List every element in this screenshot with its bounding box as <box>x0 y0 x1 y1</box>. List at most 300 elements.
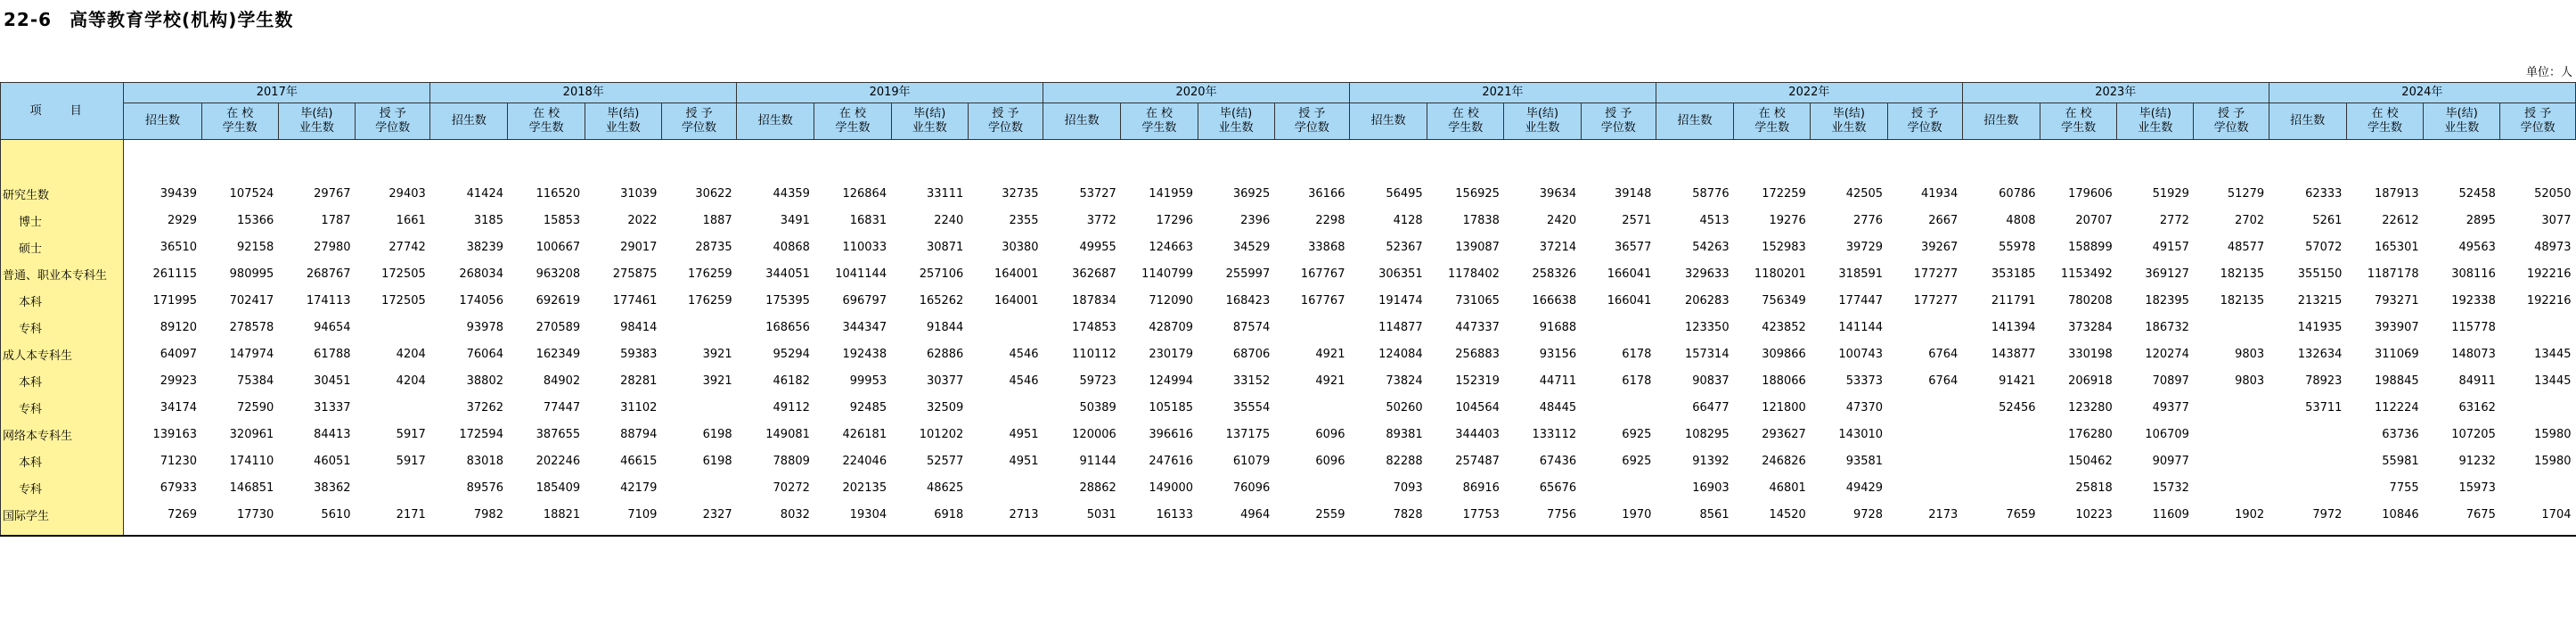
data-cell: 1140799 <box>1141 267 1194 281</box>
data-cell: 15853 <box>543 213 581 227</box>
data-cell: 106709 <box>2145 427 2189 441</box>
data-cell: 5917 <box>396 427 426 441</box>
data-cell: 33868 <box>1308 240 1345 254</box>
graduates-header: 毕(结) 业生数 <box>2117 103 2194 140</box>
data-cell: 165301 <box>2375 240 2419 254</box>
data-cell: 4921 <box>1315 347 1345 361</box>
data-cell: 29017 <box>620 240 658 254</box>
data-cell: 6764 <box>1928 347 1959 361</box>
data-cell: 91421 <box>1999 374 2036 388</box>
data-cell: 68706 <box>1232 347 1271 361</box>
data-cell <box>2269 421 2346 447</box>
data-cell: 61079 <box>1232 454 1271 468</box>
data-cell: 156925 <box>1455 186 1500 201</box>
data-cell: 49955 <box>1079 240 1116 254</box>
data-cell: 141394 <box>1991 320 2036 334</box>
data-cell: 44359 <box>773 186 810 201</box>
data-cell: 4808 <box>2006 213 2036 227</box>
degrees-awarded-header: 授 予 学位数 <box>2500 103 2576 140</box>
data-cell: 2327 <box>702 507 732 521</box>
data-cell: 55978 <box>1999 240 2036 254</box>
enrollment-header: 招生数 <box>2269 103 2346 140</box>
data-cell: 121800 <box>1762 400 1806 415</box>
data-cell: 2355 <box>1009 213 1039 227</box>
data-cell: 54263 <box>1692 240 1730 254</box>
data-cell: 52367 <box>1386 240 1423 254</box>
data-cell: 246826 <box>1762 454 1806 468</box>
table-row <box>1 421 2576 447</box>
data-cell <box>661 474 736 501</box>
table-row <box>1 474 2576 501</box>
data-cell: 2667 <box>1928 213 1959 227</box>
row-label: 国际学生 <box>1 501 124 528</box>
data-cell: 756349 <box>1762 293 1806 308</box>
data-cell: 9728 <box>1852 507 1884 521</box>
data-cell: 36166 <box>1308 186 1345 201</box>
data-cell: 202246 <box>536 454 581 468</box>
data-cell: 66477 <box>1692 400 1730 415</box>
data-cell: 49377 <box>2152 400 2189 415</box>
data-cell: 369127 <box>2145 267 2189 281</box>
data-cell: 261115 <box>152 267 198 281</box>
data-cell: 4921 <box>1315 374 1345 388</box>
data-cell: 2559 <box>1315 507 1345 521</box>
enrollment-header: 招生数 <box>430 103 508 140</box>
data-cell: 34529 <box>1232 240 1271 254</box>
data-cell: 141935 <box>2297 320 2343 334</box>
data-cell: 59723 <box>1079 374 1116 388</box>
data-cell: 6178 <box>1622 347 1652 361</box>
data-cell <box>1581 474 1656 501</box>
data-cell: 3185 <box>473 213 503 227</box>
data-cell: 8561 <box>1699 507 1730 521</box>
data-cell: 423852 <box>1762 320 1806 334</box>
spacer-cell <box>124 528 2576 536</box>
data-cell: 67933 <box>159 480 198 495</box>
data-cell: 793271 <box>2375 293 2419 308</box>
graduates-header: 毕(结) 业生数 <box>891 103 968 140</box>
data-cell: 1178402 <box>1448 267 1500 281</box>
data-cell: 172505 <box>381 293 426 308</box>
label-spacer <box>1 528 124 536</box>
data-cell: 72590 <box>236 400 274 415</box>
data-cell: 7982 <box>473 507 503 521</box>
year-header: 2021年 <box>1349 83 1656 103</box>
data-cell: 15973 <box>2458 480 2496 495</box>
data-cell: 84902 <box>543 374 581 388</box>
data-cell: 293627 <box>1762 427 1806 441</box>
degrees-awarded-header: 授 予 学位数 <box>1274 103 1349 140</box>
data-cell: 139163 <box>152 427 198 441</box>
data-cell: 187913 <box>2375 186 2419 201</box>
data-cell: 100667 <box>536 240 581 254</box>
data-cell: 5917 <box>396 454 426 468</box>
enrollment-header: 招生数 <box>124 103 201 140</box>
data-cell: 88794 <box>620 427 658 441</box>
data-cell <box>2500 474 2576 501</box>
data-cell: 124663 <box>1149 240 1194 254</box>
data-cell <box>2194 474 2269 501</box>
data-cell: 48625 <box>926 480 964 495</box>
data-cell: 192338 <box>2451 293 2496 308</box>
data-cell: 77447 <box>543 400 581 415</box>
data-cell: 46801 <box>1769 480 1806 495</box>
data-cell: 50260 <box>1386 400 1423 415</box>
data-cell: 22612 <box>2382 213 2419 227</box>
label-spacer <box>1 140 124 181</box>
data-cell: 91144 <box>1079 454 1116 468</box>
data-cell <box>1274 314 1349 341</box>
data-cell: 2171 <box>396 507 426 521</box>
data-cell: 177277 <box>1913 267 1959 281</box>
data-cell: 146851 <box>229 480 274 495</box>
data-cell: 4964 <box>1240 507 1271 521</box>
data-cell: 1661 <box>396 213 426 227</box>
data-cell: 56495 <box>1386 186 1423 201</box>
data-cell: 162349 <box>536 347 581 361</box>
data-cell: 192216 <box>2526 267 2572 281</box>
data-cell: 318591 <box>1838 267 1884 281</box>
data-cell: 98414 <box>620 320 658 334</box>
data-cell: 257106 <box>919 267 964 281</box>
data-cell: 32509 <box>926 400 964 415</box>
data-cell: 1970 <box>1622 507 1652 521</box>
data-cell: 143877 <box>1991 347 2036 361</box>
data-cell: 6198 <box>702 454 732 468</box>
data-cell: 62333 <box>2305 186 2343 201</box>
data-cell: 36577 <box>1615 240 1652 254</box>
data-cell: 257487 <box>1455 454 1500 468</box>
data-cell: 247616 <box>1149 454 1194 468</box>
data-cell: 37262 <box>466 400 503 415</box>
data-cell: 31337 <box>314 400 351 415</box>
data-cell: 148073 <box>2451 347 2496 361</box>
data-cell: 3077 <box>2541 213 2572 227</box>
spacer-cell <box>124 140 2576 181</box>
data-cell: 17296 <box>1156 213 1194 227</box>
data-cell: 49429 <box>1845 480 1884 495</box>
data-cell: 309866 <box>1762 347 1806 361</box>
data-cell: 255997 <box>1225 267 1271 281</box>
degrees-awarded-header: 授 予 学位数 <box>356 103 430 140</box>
data-cell: 13445 <box>2534 374 2572 388</box>
data-cell: 387655 <box>536 427 581 441</box>
data-cell: 8032 <box>780 507 810 521</box>
data-cell: 344347 <box>842 320 887 334</box>
data-cell: 29403 <box>388 186 426 201</box>
data-cell: 65676 <box>1539 480 1577 495</box>
data-cell: 31102 <box>620 400 658 415</box>
data-cell: 202135 <box>842 480 887 495</box>
data-cell: 373284 <box>2068 320 2113 334</box>
data-cell <box>968 474 1043 501</box>
row-label: 研究生数 <box>1 180 124 207</box>
data-cell: 17730 <box>236 507 274 521</box>
data-cell: 4128 <box>1393 213 1423 227</box>
data-cell: 3491 <box>780 213 810 227</box>
data-cell: 696797 <box>842 293 887 308</box>
data-cell: 101202 <box>919 427 964 441</box>
data-cell: 38362 <box>314 480 351 495</box>
data-cell: 172505 <box>381 267 426 281</box>
data-cell: 36510 <box>159 240 198 254</box>
data-cell: 147974 <box>229 347 274 361</box>
data-cell: 60786 <box>1999 186 2036 201</box>
data-cell: 6925 <box>1622 427 1652 441</box>
data-cell: 9803 <box>2235 374 2265 388</box>
data-cell: 1180201 <box>1754 267 1806 281</box>
data-cell: 29923 <box>159 374 198 388</box>
data-cell: 15980 <box>2534 454 2572 468</box>
data-cell: 6925 <box>1622 454 1652 468</box>
data-cell: 89576 <box>466 480 503 495</box>
data-cell: 28862 <box>1079 480 1116 495</box>
data-cell: 172259 <box>1762 186 1806 201</box>
data-cell: 224046 <box>842 454 887 468</box>
data-cell: 17838 <box>1462 213 1500 227</box>
data-cell: 47370 <box>1845 400 1884 415</box>
data-cell: 177277 <box>1913 293 1959 308</box>
data-cell: 41934 <box>1920 186 1959 201</box>
data-cell <box>1274 474 1349 501</box>
table-number: 22-6 <box>4 9 53 30</box>
data-cell: 27742 <box>388 240 426 254</box>
data-cell: 30451 <box>314 374 351 388</box>
data-cell: 174113 <box>306 293 351 308</box>
data-cell: 39148 <box>1615 186 1652 201</box>
data-cell: 149081 <box>765 427 810 441</box>
data-cell: 110112 <box>1072 347 1116 361</box>
data-cell: 7109 <box>627 507 658 521</box>
data-cell: 362687 <box>1072 267 1116 281</box>
data-cell: 91844 <box>926 320 964 334</box>
table-row <box>1 394 2576 421</box>
data-cell <box>1581 394 1656 421</box>
data-cell <box>2194 394 2269 421</box>
data-cell: 213215 <box>2297 293 2343 308</box>
data-cell: 5031 <box>1086 507 1116 521</box>
data-cell: 105185 <box>1149 400 1194 415</box>
data-cell <box>2269 447 2346 474</box>
data-cell: 6178 <box>1622 374 1652 388</box>
data-cell: 120274 <box>2145 347 2189 361</box>
data-cell: 123350 <box>1684 320 1730 334</box>
table-row <box>1 314 2576 341</box>
data-cell: 187834 <box>1072 293 1116 308</box>
data-cell: 52456 <box>1999 400 2036 415</box>
data-cell <box>1274 394 1349 421</box>
data-cell <box>1962 447 2040 474</box>
data-cell: 158899 <box>2068 240 2113 254</box>
data-cell: 393907 <box>2375 320 2419 334</box>
table-row <box>1 180 2576 207</box>
data-cell: 11609 <box>2152 507 2189 521</box>
data-cell: 38802 <box>466 374 503 388</box>
data-cell: 175395 <box>765 293 810 308</box>
data-cell: 120006 <box>1072 427 1116 441</box>
year-header: 2022年 <box>1656 83 1962 103</box>
graduates-header: 毕(结) 业生数 <box>1504 103 1581 140</box>
data-cell: 91688 <box>1539 320 1577 334</box>
data-cell: 426181 <box>842 427 887 441</box>
data-cell: 49563 <box>2458 240 2496 254</box>
data-cell: 1787 <box>321 213 351 227</box>
data-cell: 188066 <box>1762 374 1806 388</box>
data-cell: 52577 <box>926 454 964 468</box>
data-cell <box>356 474 430 501</box>
degrees-awarded-header: 授 予 学位数 <box>1581 103 1656 140</box>
year-header-row <box>1 83 2576 103</box>
enrollment-header: 招生数 <box>1656 103 1733 140</box>
data-cell: 182135 <box>2220 293 2265 308</box>
data-cell: 780208 <box>2068 293 2113 308</box>
enrollment-header: 招生数 <box>737 103 814 140</box>
data-cell: 30377 <box>926 374 964 388</box>
row-label: 专科 <box>1 314 124 341</box>
data-cell: 104564 <box>1455 400 1500 415</box>
data-cell <box>968 394 1043 421</box>
row-label: 普通、职业本专科生 <box>1 260 124 287</box>
data-cell: 2173 <box>1928 507 1959 521</box>
degrees-awarded-header: 授 予 学位数 <box>1887 103 1962 140</box>
data-cell: 174056 <box>459 293 503 308</box>
data-cell: 182395 <box>2145 293 2189 308</box>
data-cell: 49157 <box>2152 240 2189 254</box>
data-cell: 1887 <box>702 213 732 227</box>
data-cell: 141959 <box>1149 186 1194 201</box>
data-cell: 126864 <box>842 186 887 201</box>
data-cell: 39729 <box>1845 240 1884 254</box>
data-cell: 692619 <box>536 293 581 308</box>
data-cell: 50389 <box>1079 400 1116 415</box>
data-cell: 4204 <box>396 347 426 361</box>
data-cell: 4546 <box>1009 347 1039 361</box>
data-cell: 447337 <box>1455 320 1500 334</box>
data-cell: 76064 <box>466 347 503 361</box>
table-row <box>1 287 2576 314</box>
data-cell: 174853 <box>1072 320 1116 334</box>
data-cell: 7269 <box>167 507 198 521</box>
data-cell: 198845 <box>2375 374 2419 388</box>
row-label: 本科 <box>1 367 124 394</box>
data-cell: 7972 <box>2312 507 2343 521</box>
data-cell: 13445 <box>2534 347 2572 361</box>
data-cell: 963208 <box>536 267 581 281</box>
data-cell: 6198 <box>702 427 732 441</box>
data-cell: 192438 <box>842 347 887 361</box>
data-cell: 107524 <box>229 186 274 201</box>
data-cell: 258326 <box>1532 267 1577 281</box>
data-cell: 344051 <box>765 267 810 281</box>
data-cell: 2895 <box>2466 213 2496 227</box>
data-cell: 7756 <box>1547 507 1577 521</box>
data-cell: 90837 <box>1692 374 1730 388</box>
data-cell: 28281 <box>620 374 658 388</box>
table-row <box>1 341 2576 367</box>
data-cell: 980995 <box>229 267 274 281</box>
data-cell <box>2194 421 2269 447</box>
data-cell: 6096 <box>1315 454 1345 468</box>
data-cell: 46615 <box>620 454 658 468</box>
data-cell: 206283 <box>1684 293 1730 308</box>
data-cell: 108295 <box>1684 427 1730 441</box>
data-cell: 396616 <box>1149 427 1194 441</box>
data-cell: 211791 <box>1991 293 2036 308</box>
data-cell: 19276 <box>1769 213 1806 227</box>
data-cell: 90977 <box>2152 454 2189 468</box>
data-cell: 84413 <box>314 427 351 441</box>
data-cell: 35554 <box>1232 400 1271 415</box>
enrolled-students-header: 在 校 学生数 <box>1427 103 1504 140</box>
data-cell <box>1581 314 1656 341</box>
data-cell: 1041144 <box>835 267 887 281</box>
data-cell: 59383 <box>620 347 658 361</box>
table-body <box>1 140 2576 537</box>
data-cell: 16903 <box>1692 480 1730 495</box>
data-cell: 39267 <box>1920 240 1959 254</box>
data-cell: 6918 <box>934 507 964 521</box>
data-cell: 99953 <box>849 374 887 388</box>
spacer-row <box>1 528 2576 536</box>
data-cell: 70897 <box>2152 374 2189 388</box>
data-cell: 39634 <box>1539 186 1577 201</box>
data-cell: 94654 <box>314 320 351 334</box>
data-cell: 17753 <box>1462 507 1500 521</box>
data-cell: 179606 <box>2068 186 2113 201</box>
data-cell <box>2269 474 2346 501</box>
data-cell: 7675 <box>2466 507 2496 521</box>
data-cell <box>1887 447 1962 474</box>
row-label: 网络本专科生 <box>1 421 124 447</box>
data-cell: 16831 <box>849 213 887 227</box>
data-cell: 52050 <box>2534 186 2572 201</box>
data-cell: 2396 <box>1240 213 1271 227</box>
data-cell: 330198 <box>2068 347 2113 361</box>
data-cell: 31039 <box>620 186 658 201</box>
data-cell: 42505 <box>1845 186 1884 201</box>
data-cell: 48577 <box>2227 240 2265 254</box>
year-header: 2020年 <box>1043 83 1350 103</box>
table-row <box>1 260 2576 287</box>
row-label: 博士 <box>1 207 124 234</box>
subheader-row <box>1 103 2576 140</box>
data-cell: 268767 <box>306 267 351 281</box>
row-label: 本科 <box>1 287 124 314</box>
data-cell: 36925 <box>1232 186 1271 201</box>
data-cell: 34174 <box>159 400 198 415</box>
data-cell: 157314 <box>1684 347 1730 361</box>
data-cell: 25818 <box>2075 480 2113 495</box>
data-cell: 114877 <box>1378 320 1423 334</box>
data-cell: 2571 <box>1622 213 1652 227</box>
data-cell: 71230 <box>159 454 198 468</box>
data-cell: 6764 <box>1928 374 1959 388</box>
data-cell: 5261 <box>2312 213 2343 227</box>
data-cell: 311069 <box>2375 347 2419 361</box>
data-cell: 52458 <box>2458 186 2496 201</box>
data-cell: 58776 <box>1692 186 1730 201</box>
data-cell: 1153492 <box>2060 267 2113 281</box>
data-cell: 30380 <box>1002 240 1039 254</box>
data-cell <box>2194 447 2269 474</box>
year-header: 2023年 <box>1962 83 2269 103</box>
data-cell: 171995 <box>152 293 198 308</box>
data-cell: 15980 <box>2534 427 2572 441</box>
data-cell: 63736 <box>2382 427 2419 441</box>
data-cell: 344403 <box>1455 427 1500 441</box>
data-cell: 166041 <box>1607 267 1652 281</box>
data-cell: 712090 <box>1149 293 1194 308</box>
